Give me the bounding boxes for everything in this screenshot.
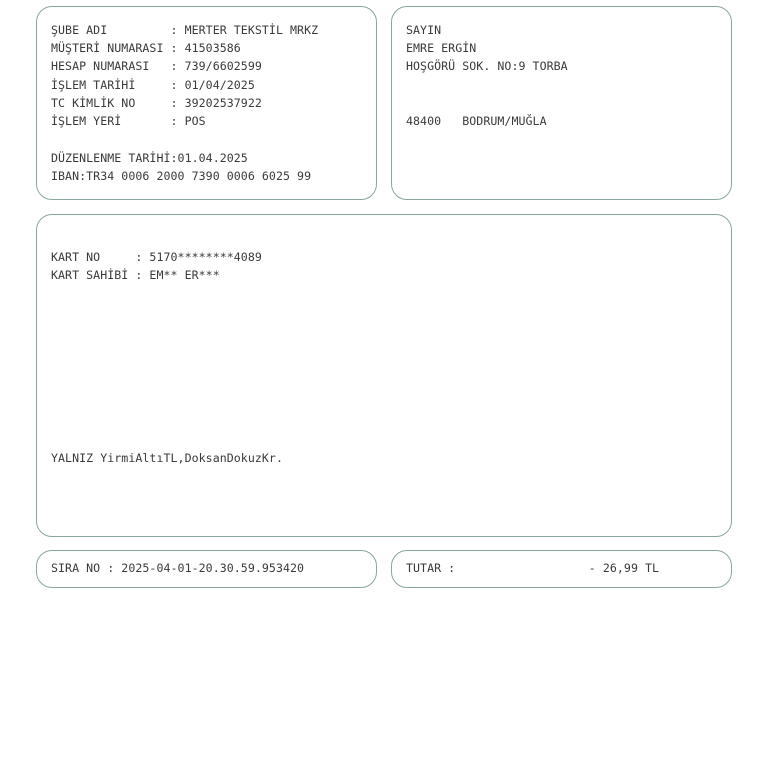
issue-date-line: DÜZENLENME TARİHİ:01.04.2025 [51, 151, 248, 165]
sequence-number: SIRA NO : 2025-04-01-20.30.59.953420 [51, 561, 305, 575]
addressee-name: EMRE ERGİN [406, 41, 477, 55]
account-number-line: HESAP NUMARASI : 739/6602599 [51, 59, 262, 73]
tc-id-line: TC KİMLİK NO : 39202537922 [51, 96, 262, 110]
salutation: SAYIN [406, 23, 442, 37]
branch-name-line: ŞUBE ADI : MERTER TEKSTİL MRKZ [51, 23, 319, 37]
transaction-place-line: İŞLEM YERİ : POS [51, 114, 206, 128]
total-amount: TUTAR : - 26,99 TL [406, 561, 660, 575]
customer-number-line: MÜŞTERİ NUMARASI : 41503586 [51, 41, 241, 55]
addressee-street: HOŞGÖRÜ SOK. NO:9 TORBA [406, 59, 568, 73]
addressee-panel [391, 6, 732, 200]
card-holder-line: KART SAHİBİ : EM** ER*** [51, 268, 220, 282]
iban-line: IBAN:TR34 0006 2000 7390 0006 6025 99 [51, 169, 312, 183]
addressee-city: 48400 BODRUM/MUĞLA [406, 114, 547, 128]
card-number-line: KART NO : 5170********4089 [51, 250, 262, 264]
amount-in-words: YALNIZ YirmiAltıTL,DoksanDokuzKr. [51, 451, 283, 465]
transaction-date-line: İŞLEM TARİHİ : 01/04/2025 [51, 78, 255, 92]
